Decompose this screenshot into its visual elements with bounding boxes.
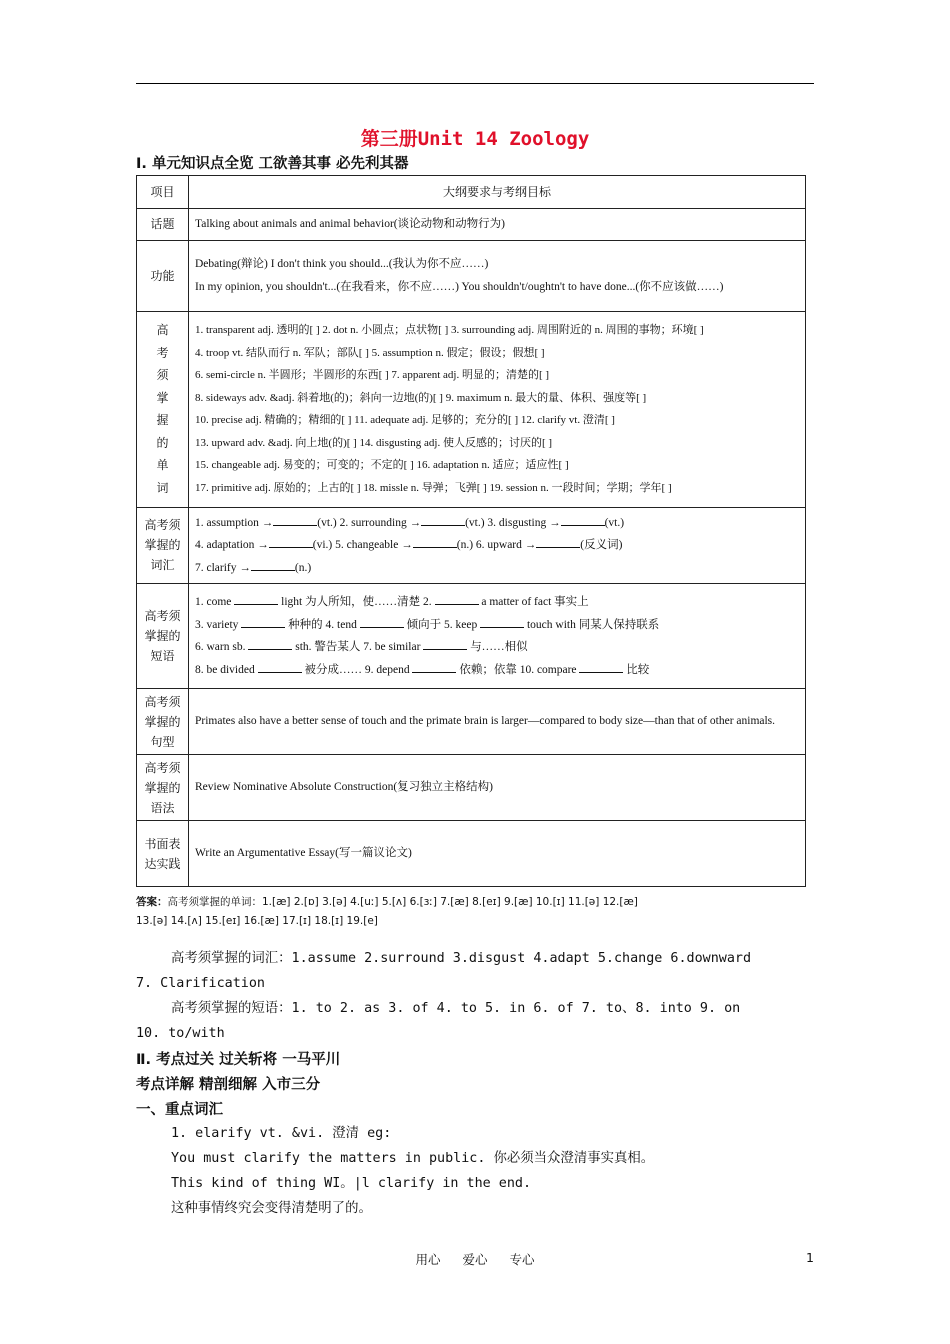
topic-text: Talking about animals and animal behavior(谈论动物和动物行为) — [189, 209, 806, 241]
phrase-line: 3. variety 种种的 4. tend 倾向于 5. keep touch with 同某人保持联系 — [195, 614, 799, 637]
topic-label: 话题 — [137, 209, 189, 241]
phrase-line: 1. come light 为人所知，使……清楚 2. a matter of fact 事实上 — [195, 591, 799, 614]
header-item: 项目 — [137, 176, 189, 209]
table-header-row — [137, 176, 806, 209]
word-line: 10. precise adj. 精确的；精细的[ ] 11. adequate adj. 足够的；充分的[ ] 12. clarify vt. 澄清[ ] — [195, 414, 615, 426]
vocab-line: 7. clarify → (n.) — [195, 557, 799, 580]
vocab-item: 1. elarify vt. &vi. 澄清 eg: — [171, 1126, 392, 1141]
phrase-line: 6. warn sb. sth. 警告某人 7. be similar 与……相似 — [195, 636, 799, 659]
phrase-label: 高考须掌握的短语 — [137, 584, 189, 689]
writing-label: 书面表达实践 — [137, 821, 189, 887]
answer-block — [136, 893, 816, 931]
word-line: 17. primitive adj. 原始的；上古的[ ] 18. missle n. 导弹；飞弹[ ] 19. session n. 一段时间；学期；学年[ ] — [195, 481, 672, 494]
words-row — [137, 311, 806, 507]
vocab-line: 4. adaptation → (vi.) 5. changeable → (n.) 6. upward → (反义词) — [195, 534, 799, 557]
writing-row — [137, 821, 806, 887]
sentence-text: Primates also have a better sense of touch and the primate brain is larger—compared to body size—than that of other animals. — [189, 689, 806, 755]
section-heading-2: Ⅱ. 考点过关 过关斩将 一马平川 — [136, 1052, 341, 1068]
word-line: 13. upward adv. &adj. 向上地(的)[ ] 14. disgusting adj. 使人反感的；讨厌的[ ] — [195, 436, 553, 449]
phrase-answers: 高考须掌握的短语：1. to 2. as 3. of 4. to 5. in 6. of 7. to、8. into 9. on 10. to/with — [136, 1001, 741, 1041]
sub-heading: 考点详解 精剖细解 入市三分 — [136, 1077, 321, 1093]
words-content — [189, 311, 806, 507]
vocab-detail — [136, 1121, 816, 1221]
function-row — [137, 240, 806, 311]
function-line: In my opinion, you shouldn't...(在我看来，你不应……) You shouldn't/oughtn't to have done...(你不应该做……) — [195, 280, 724, 293]
function-content — [189, 240, 806, 311]
topic-row — [137, 209, 806, 241]
grammar-text: Review Nominative Absolute Construction(复习独立主格结构) — [189, 755, 806, 821]
answer-line: 高考须掌握的单词：1.[æ] 2.[ɒ] 3.[ə] 4.[uː] 5.[ʌ] 6.[ɜː] 7.[æ] 8.[eɪ] 9.[æ] 10.[ɪ] 11.[ə] 12.[æ] — [167, 896, 638, 908]
vocab-line: 1. assumption → (vt.) 2. surrounding → (vt.) 3. disgusting → (vt.) — [195, 512, 799, 535]
phrase-line: 8. be divided 被分成…… 9. depend 依赖；依靠 10. compare 比较 — [195, 659, 799, 682]
section-heading-1: Ⅰ. 单元知识点全览 工欲善其事 必先利其器 — [136, 156, 409, 172]
header-requirements: 大纲要求与考纲目标 — [189, 176, 806, 209]
example-translation: 这种事情终究会变得清楚明了的。 — [171, 1201, 372, 1216]
vocab-row — [137, 507, 806, 584]
word-line: 4. troop vt. 结队而行 n. 军队；部队[ ] 5. assumption n. 假定；假设；假想[ ] — [195, 346, 545, 359]
writing-text: Write an Argumentative Essay(写一篇议论文) — [189, 821, 806, 887]
function-label: 功能 — [137, 240, 189, 311]
sentence-label: 高考须掌握的句型 — [137, 689, 189, 755]
page-footer: 用心 爱心 专心 — [415, 1252, 535, 1267]
grammar-label: 高考须掌握的语法 — [137, 755, 189, 821]
vocab-label: 高考须掌握的词汇 — [137, 507, 189, 584]
answer-line: 13.[ə] 14.[ʌ] 15.[eɪ] 16.[æ] 17.[ɪ] 18.[ɪ] 19.[e] — [136, 915, 378, 927]
words-label: 高 考 须 掌 握 的 单 词 — [137, 311, 189, 507]
example-sentence: This kind of thing WI。|l clarify in the end. — [171, 1176, 532, 1191]
answer-label: 答案： — [136, 896, 168, 908]
vocab-answers: 高考须掌握的词汇：1.assume 2.surround 3.disgust 4.adapt 5.change 6.downward 7. Clarification — [136, 951, 752, 991]
phrase-content — [189, 584, 806, 689]
word-line: 1. transparent adj. 透明的[ ] 2. dot n. 小圆点；点状物[ ] 3. surrounding adj. 周围附近的 n. 周围的事物；环境[ ] — [195, 324, 704, 336]
word-line: 6. semi-circle n. 半圆形；半圆形的东西[ ] 7. apparent adj. 明显的；清楚的[ ] — [195, 369, 550, 381]
word-line: 15. changeable adj. 易变的；可变的；不定的[ ] 16. adaptation n. 适应；适应性[ ] — [195, 459, 569, 471]
page-title: 第三册Unit 14 Zoology — [360, 128, 590, 150]
part-heading: 一、重点词汇 — [136, 1102, 223, 1118]
word-line: 8. sideways adv. &adj. 斜着地(的)；斜向一边地(的)[ ] 9. maximum n. 最大的量、体积、强度等[ ] — [195, 391, 647, 404]
sentence-row — [137, 689, 806, 755]
grammar-row — [137, 755, 806, 821]
function-line: Debating(辩论) I don't think you should...(我认为你不应……) — [195, 258, 489, 270]
phrase-row — [137, 584, 806, 689]
header-rule — [136, 83, 814, 84]
vocab-content — [189, 507, 806, 584]
example-sentence: You must clarify the matters in public. 你必须当众澄清事实真相。 — [171, 1151, 655, 1166]
knowledge-table — [136, 175, 806, 887]
page-number: 1 — [806, 1250, 814, 1265]
